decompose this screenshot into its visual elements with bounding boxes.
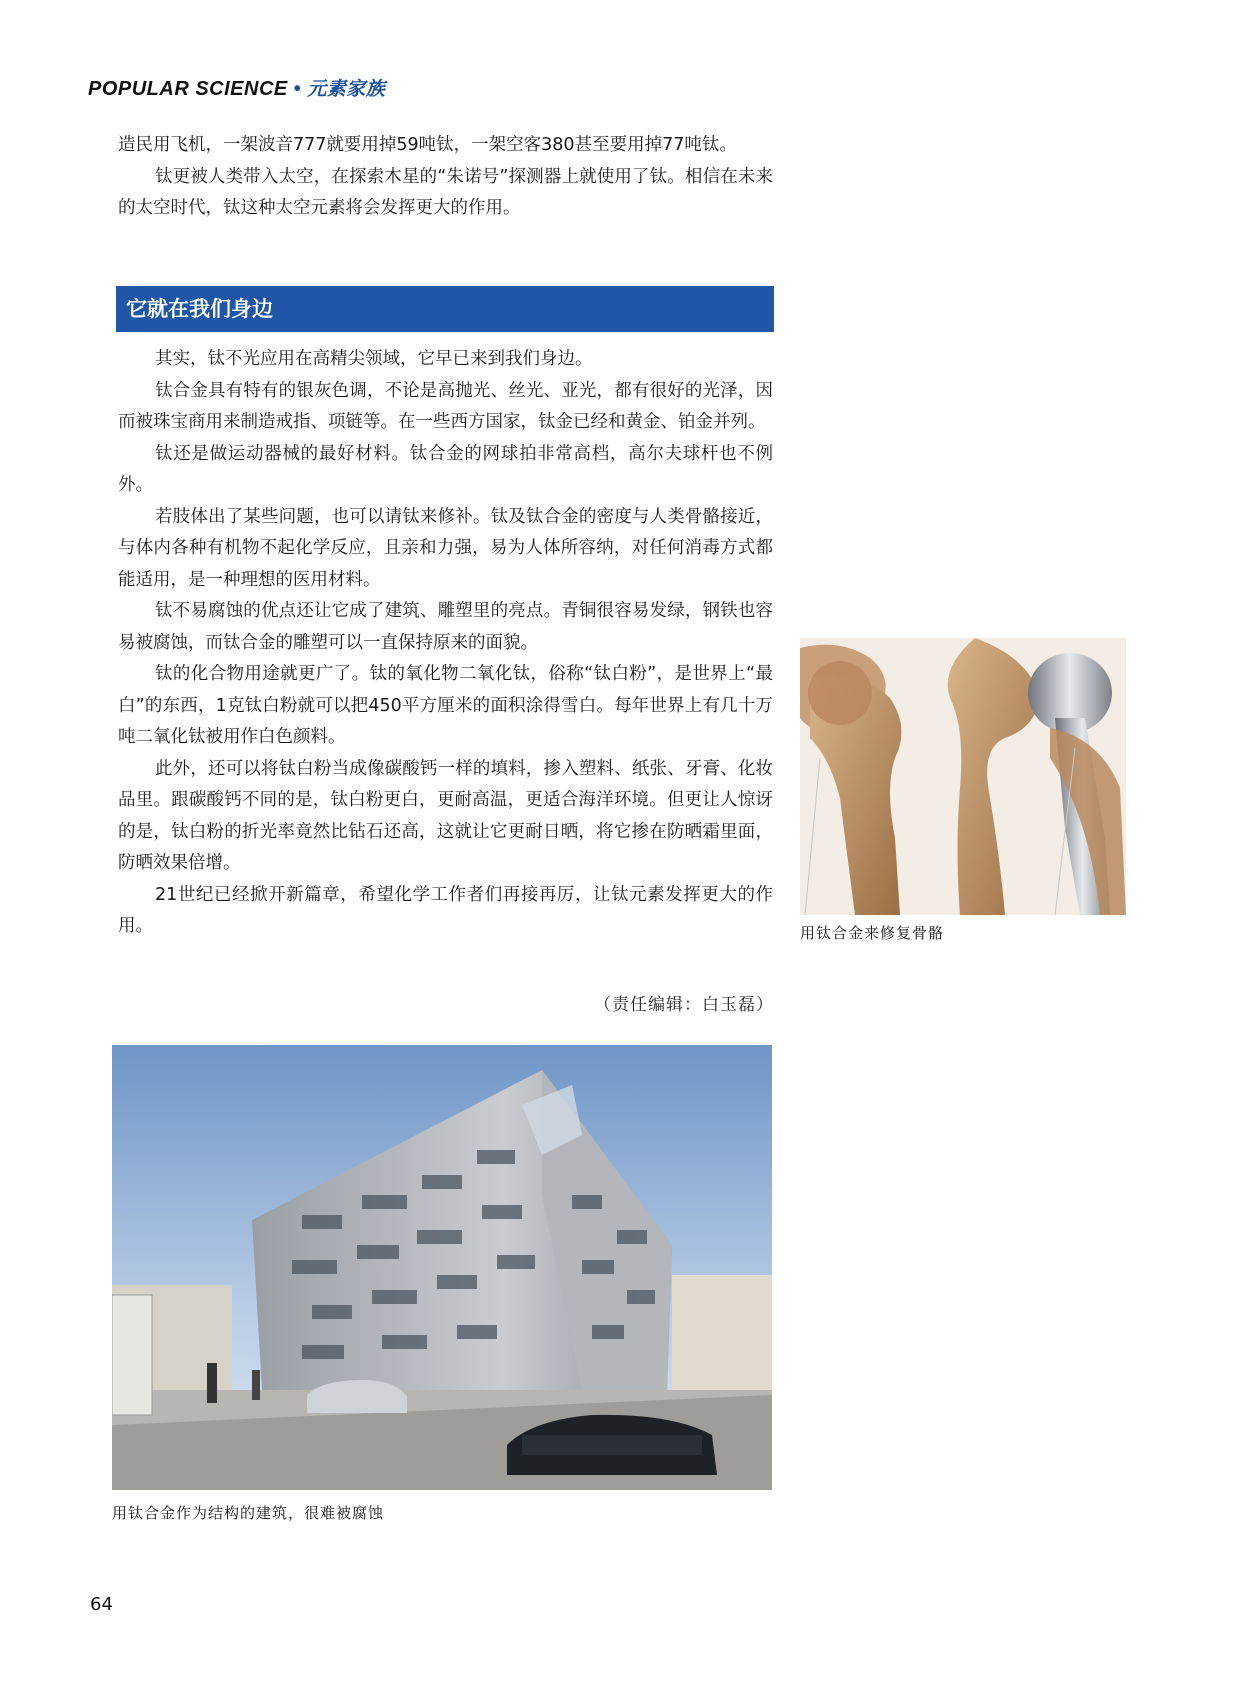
- paragraph: 若肢体出了某些问题，也可以请钛来修补。钛及钛合金的密度与人类骨骼接近，与体内各种有机物不起化学反应，且亲和力强，易为人体所容纳，对任何消毒方式都能适用，是一种理想的医用材料。: [118, 506, 773, 590]
- editor-credit: （责任编辑：白玉磊）: [594, 995, 774, 1015]
- column-name: 元素家族: [307, 78, 386, 100]
- paragraph: 造民用飞机，一架波音777就要用掉59吨钛，一架空客380甚至要用掉77吨钛。: [118, 135, 737, 155]
- paragraph: 钛更被人类带入太空，在探索木星的“朱诺号”探测器上就使用了钛。相信在未来的太空时代，钛这种太空元素将会发挥更大的作用。: [118, 166, 773, 218]
- building-photo-caption: 用钛合金作为结构的建筑，很难被腐蚀: [112, 1504, 385, 1522]
- paragraph: 钛不易腐蚀的优点还让它成了建筑、雕塑里的亮点。青铜很容易发绿，钢铁也容易被腐蚀，而钛合金的雕塑可以一直保持原来的面貌。: [118, 601, 773, 653]
- article-body: [118, 344, 773, 943]
- running-header: [88, 74, 385, 101]
- bone-implant-photo: [800, 638, 1126, 915]
- intro-text: [118, 130, 773, 225]
- header-dot: •: [293, 78, 302, 100]
- paragraph: 21世纪已经掀开新篇章，希望化学工作者们再接再厉，让钛元素发挥更大的作用。: [118, 884, 773, 936]
- paragraph: 此外，还可以将钛白粉当成像碳酸钙一样的填料，掺入塑料、纸张、牙膏、化妆品里。跟碳酸钙不同的是，钛白粉更白，更耐高温，更适合海洋环境。但更让人惊讶的是，钛白粉的折光率竟然比钻石还高，这就让它更耐日晒，将它掺在防晒霜里面，防晒效果倍增。: [118, 758, 773, 873]
- paragraph: 钛合金具有特有的银灰色调，不论是高抛光、丝光、亚光，都有很好的光泽，因而被珠宝商用来制造戒指、项链等。在一些西方国家，钛金已经和黄金、铂金并列。: [118, 380, 773, 432]
- paragraph: 钛还是做运动器械的最好材料。钛合金的网球拍非常高档，高尔夫球杆也不例外。: [118, 443, 773, 495]
- section-heading: 它就在我们身边: [116, 286, 774, 332]
- page-number: 64: [90, 1594, 113, 1615]
- magazine-name: POPULAR SCIENCE: [88, 78, 288, 100]
- paragraph: 其实，钛不光应用在高精尖领域，它早已来到我们身边。: [155, 349, 593, 369]
- bone-photo-caption: 用钛合金来修复骨骼: [800, 924, 945, 942]
- paragraph: 钛的化合物用途就更广了。钛的氧化物二氧化钛，俗称“钛白粉”，是世界上“最白”的东西，1克钛白粉就可以把450平方厘米的面积涂得雪白。每年世界上有几十万吨二氧化钛被用作白色颜料。: [118, 664, 773, 747]
- titanium-building-photo: [112, 1045, 772, 1490]
